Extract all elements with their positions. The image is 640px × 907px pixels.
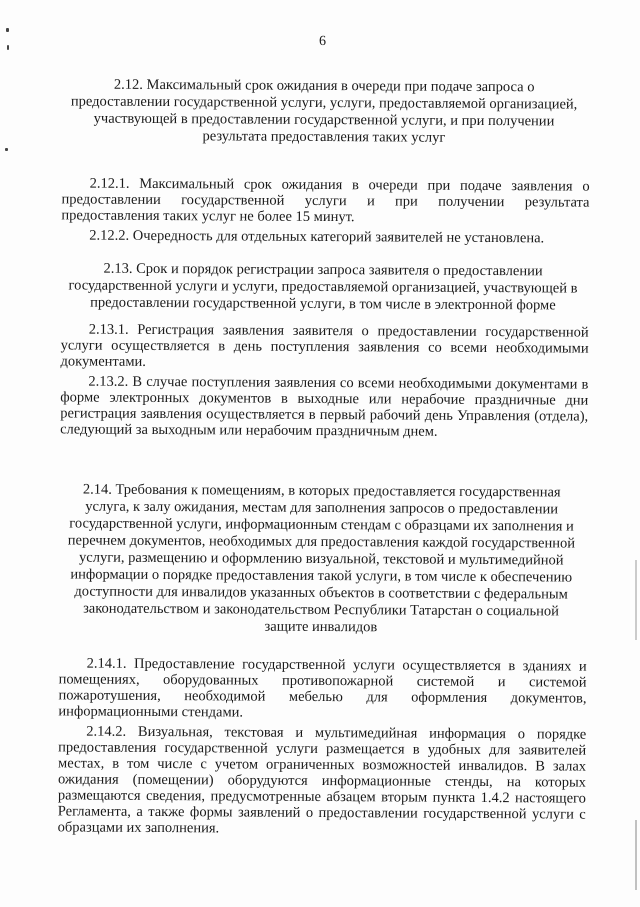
section-heading-2-13: 2.13. Срок и порядок регистрации запроса заявителя о предоставлении государственной услуги и услуги, предоставляемой организацией, участвующей в предоставлении государственной услуги, в том числе в электронной форме <box>68 260 578 314</box>
scan-artifact <box>7 45 9 50</box>
paragraph-2-13-2: 2.13.2. В случае поступления заявления со всеми необходимыми документами в форме электронных документов в выходные или нерабочие праздничные дни регистрация заявления осуществляется в первый рабочий день Управления (отдела), следующий за выходным или нерабочим праздничным днем. <box>60 373 589 440</box>
scan-artifact <box>5 148 8 151</box>
paragraph-2-12-2: 2.12.2. Очередность для отдельных категорий заявителей не установлена. <box>89 227 545 247</box>
paragraph-2-14-2: 2.14.2. Визуальная, текстовая и мультимедийная информация о порядке предоставления государственной услуги размещается в удобных для заявителей местах, в том числе с учетом ограниченных возможностей инвалидов. В залах ожидания (помещении) оборудуются информационные стенды, на которых размещаются сведения, предусмотренные абзацем вторым пункта 1.4.2 настоящего Регламента, а также формы заявлений о предоставлении государственной услуги с образцами их заполнения. <box>57 723 587 837</box>
scan-artifact <box>6 28 9 32</box>
section-heading-2-14: 2.14. Требования к помещениям, в которых предоставляется государственная услуга, к залу ожидания, местам для заполнения запросов о предоставлении государственной услуги, информационным стендам с образцами их заполнения и перечнем документов, необходимых для предоставления каждой государственной услуги, размещению и оформлению визуальной, текстовой и мультимедийной информации о порядке предоставления такой услуги, в том числе к обеспечению доступности для инвалидов указанных объектов в соответствии с федеральным законодательством и законодательством Республики Татарстан о социальной защите инвалидов <box>67 481 576 636</box>
paragraph-2-14-1: 2.14.1. Предоставление государственной услуги осуществляется в зданиях и помещениях, оборудованных противопожарной системой и системой пожаротушения, необходимой мебелью для оформления документов, информационными стендами. <box>58 655 587 721</box>
paragraph-2-13-1: 2.13.1. Регистрация заявления заявителя о предоставлении государственной услуги осуществляется в день поступления заявления со всеми необходимыми документами. <box>60 321 589 370</box>
page-number: 6 <box>318 33 327 50</box>
scan-edge-shadow <box>635 560 637 640</box>
paragraph-2-12-1: 2.12.1. Максимальный срок ожидания в очереди при подаче заявления о предоставлении государственной услуги и при получении результата предоставления таких услуг не более 15 минут. <box>61 175 590 226</box>
scan-edge-shadow <box>635 820 637 890</box>
section-heading-2-12: 2.12. Максимальный срок ожидания в очереди при подаче запроса о предоставлении государственной услуги, услуги, предоставляемой организацией, участвующей в предоставлении государственной услуги, и при получении результата предоставления таких услуг <box>70 76 578 146</box>
